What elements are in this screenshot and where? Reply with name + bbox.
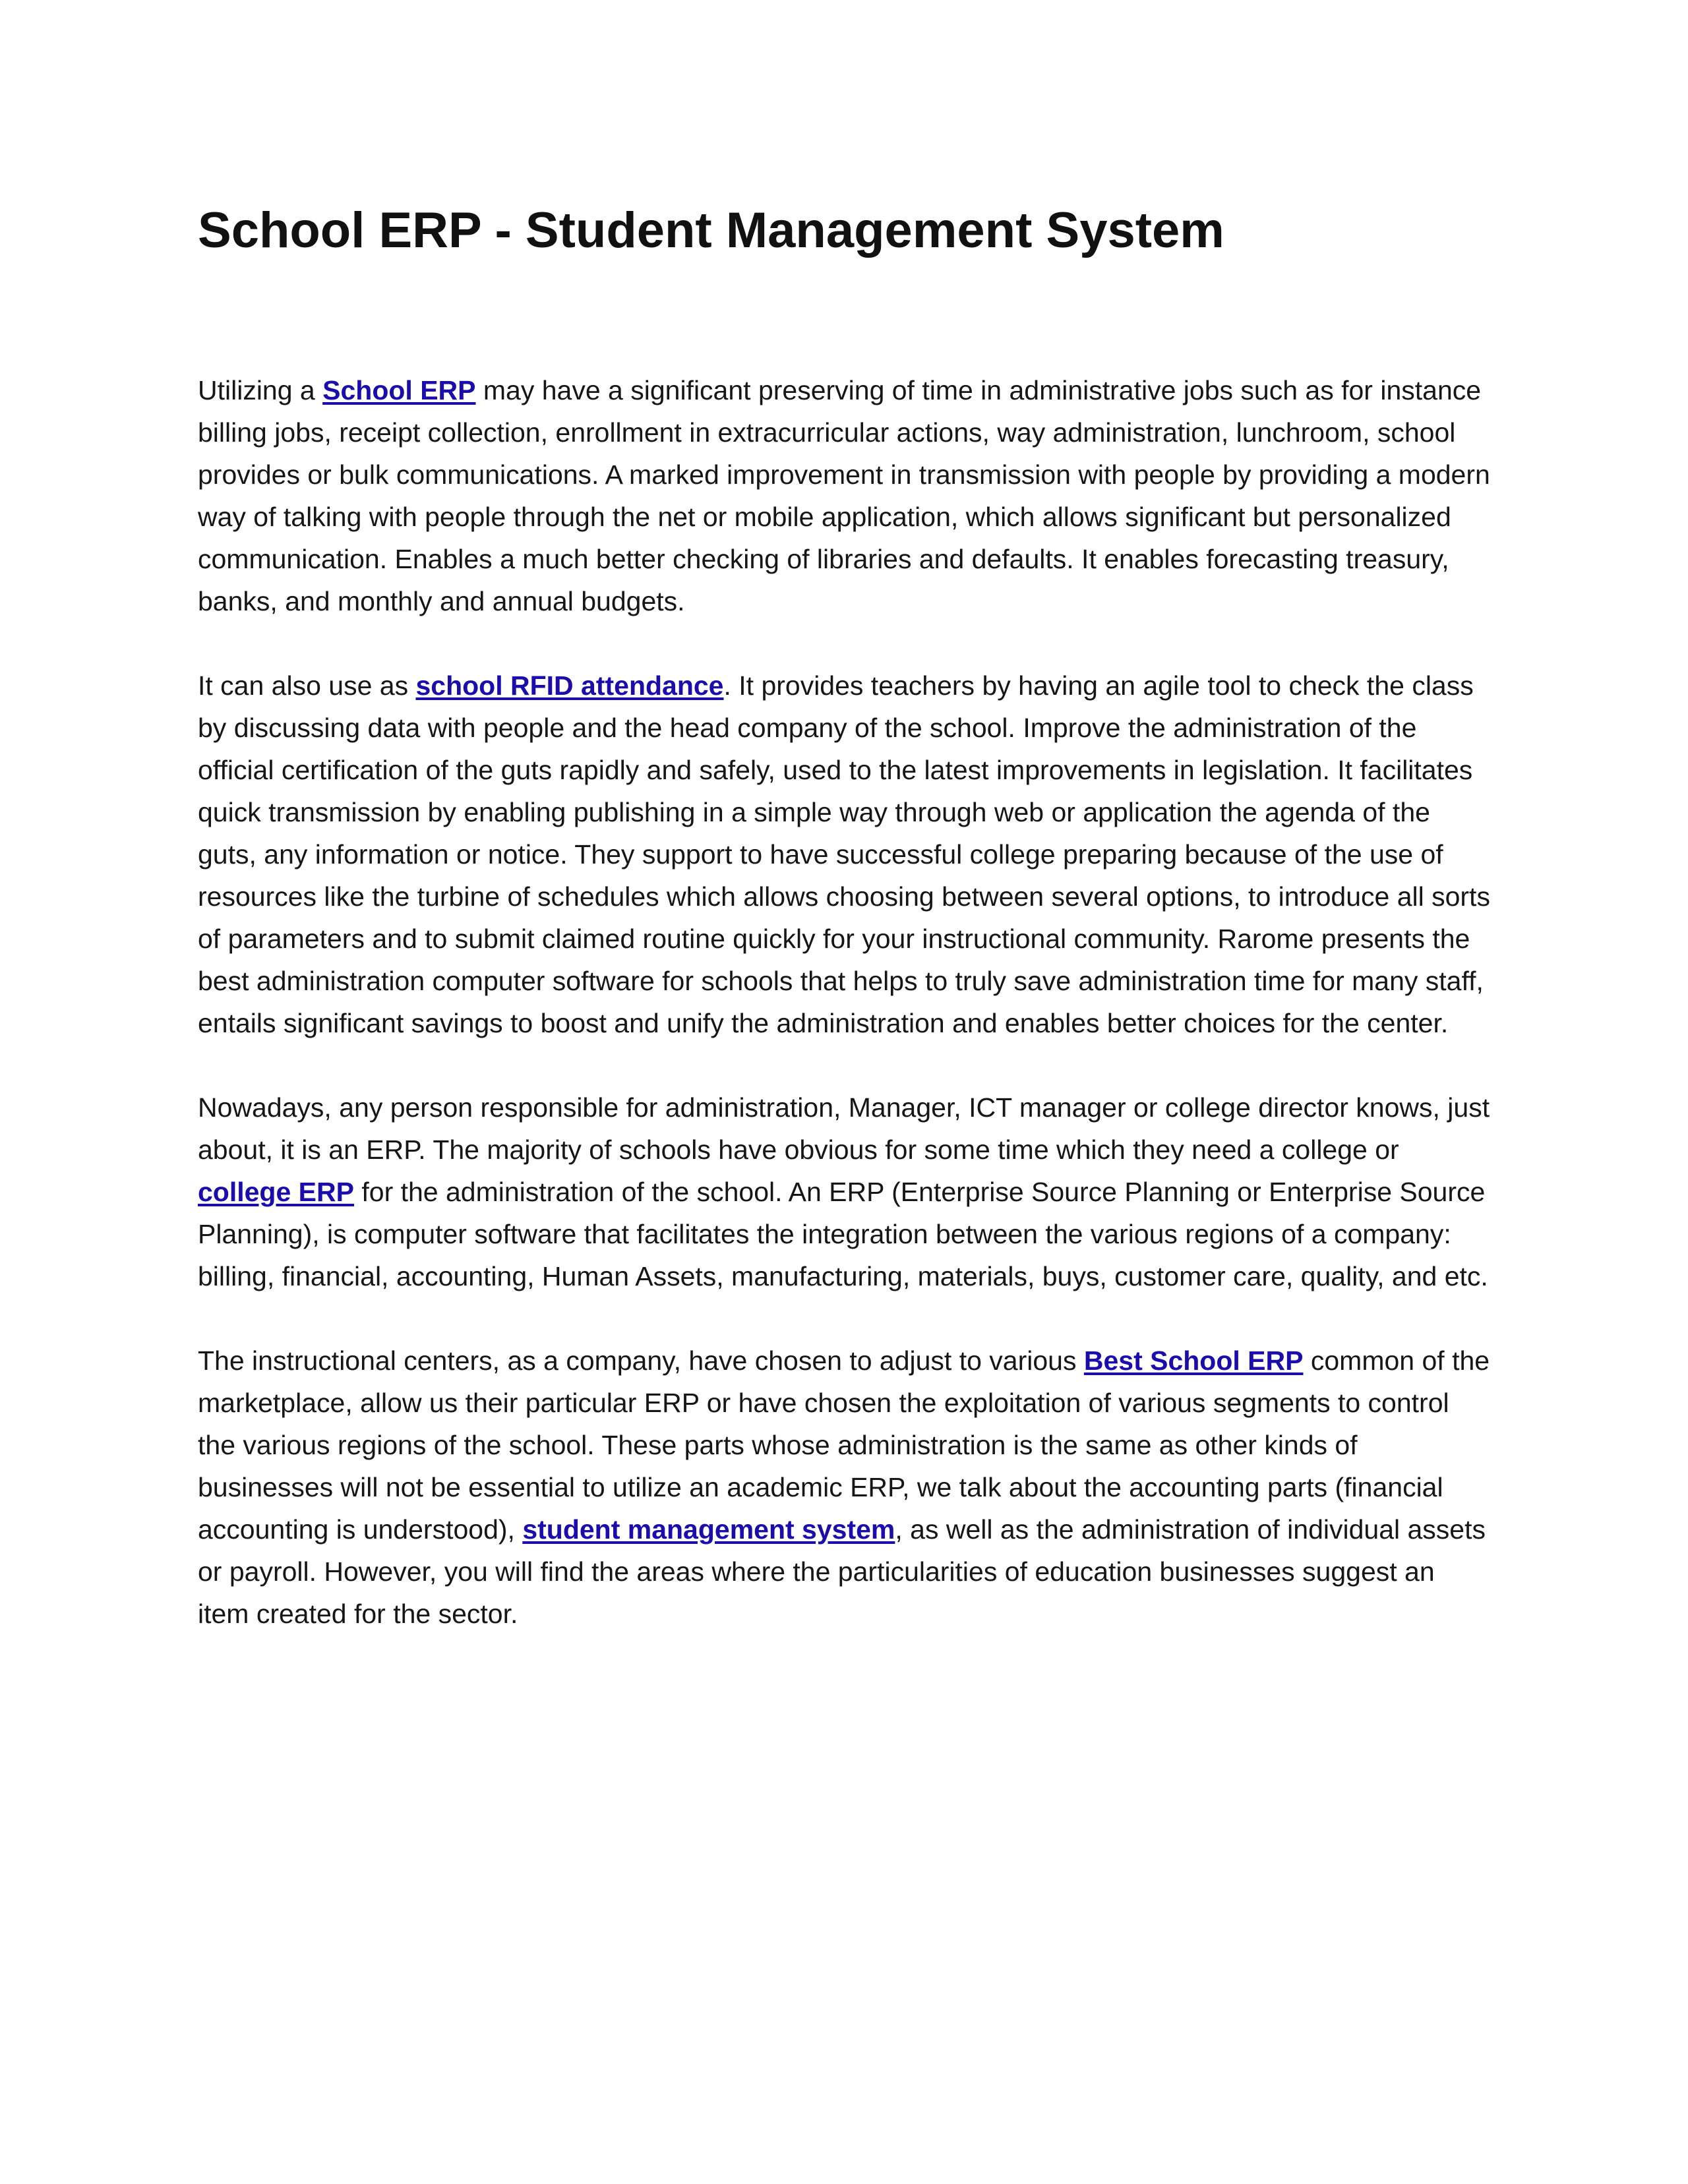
paragraph-1-text-end: may have a significant preserving of time in administrative jobs such as for instance billing jobs, receipt collection, enrollment in extracurricular actions, way administration, lunchroom, school provides or bulk communications. A marked improvement in transmission with people by providing a modern way of talking with people through the net or mobile application, which allows significant but personalized communication. Enables a much better checking of libraries and defaults. It enables forecasting treasury, banks, and monthly and annual budgets. xyxy=(198,375,1490,616)
paragraph-2 xyxy=(198,664,1490,1044)
paragraph-3-text-start: Nowadays, any person responsible for administration, Manager, ICT manager or college director knows, just about, it is an ERP. The majority of schools have obvious for some time which they need a college or xyxy=(198,1092,1490,1165)
paragraph-4-text-end: , as well as the administration of individual assets or payroll. However, you will find the areas where the particularities of education businesses suggest an item created for the sector. xyxy=(198,1514,1486,1629)
link-school-rfid-attendance[interactable]: school RFID attendance xyxy=(415,670,724,701)
link-school-erp[interactable]: School ERP xyxy=(322,375,476,405)
paragraph-1 xyxy=(198,369,1490,622)
link-college-erp[interactable]: college ERP xyxy=(198,1177,354,1207)
link-student-management-system[interactable]: student management system xyxy=(522,1514,895,1545)
paragraph-3 xyxy=(198,1086,1490,1297)
document-body xyxy=(198,369,1490,1677)
paragraph-3-text-end: for the administration of the school. An ERP (Enterprise Source Planning or Enterprise Source Planning), is computer software that facilitates the integration between the various regions of a company: billing, financial, accounting, Human Assets, manufacturing, materials, buys, customer care, quality, and etc. xyxy=(198,1177,1488,1291)
link-best-school-erp[interactable]: Best School ERP xyxy=(1083,1345,1304,1376)
paragraph-4-text-start: The instructional centers, as a company, have chosen to adjust to various xyxy=(198,1345,1084,1376)
page-title: School ERP - Student Management System xyxy=(198,202,1224,258)
paragraph-2-text-end: . It provides teachers by having an agile tool to check the class by discussing data with people and the head company of the school. Improve the administration of the official certification of the guts rapidly and safely, used to the latest improvements in legislation. It facilitates quick transmission by enabling publishing in a simple way through web or application the agenda of the guts, any information or notice. They support to have successful college preparing because of the use of resources like the turbine of schedules which allows choosing between several options, to introduce all sorts of parameters and to submit claimed routine quickly for your instructional community. Rarome presents the best administration computer software for schools that helps to truly save administration time for many staff, entails significant savings to boost and unify the administration and enables better choices for the center. xyxy=(198,670,1490,1038)
paragraph-4-text-middle: common of the marketplace, allow us their particular ERP or have chosen the exploitation of various segments to control the various regions of the school. These parts whose administration is the same as other kinds of businesses will not be essential to utilize an academic ERP, we talk about the accounting parts (financial accounting is understood), xyxy=(198,1345,1490,1545)
paragraph-2-text-start: It can also use as xyxy=(198,670,416,701)
paragraph-4 xyxy=(198,1340,1490,1635)
paragraph-1-text-start: Utilizing a xyxy=(198,375,323,405)
